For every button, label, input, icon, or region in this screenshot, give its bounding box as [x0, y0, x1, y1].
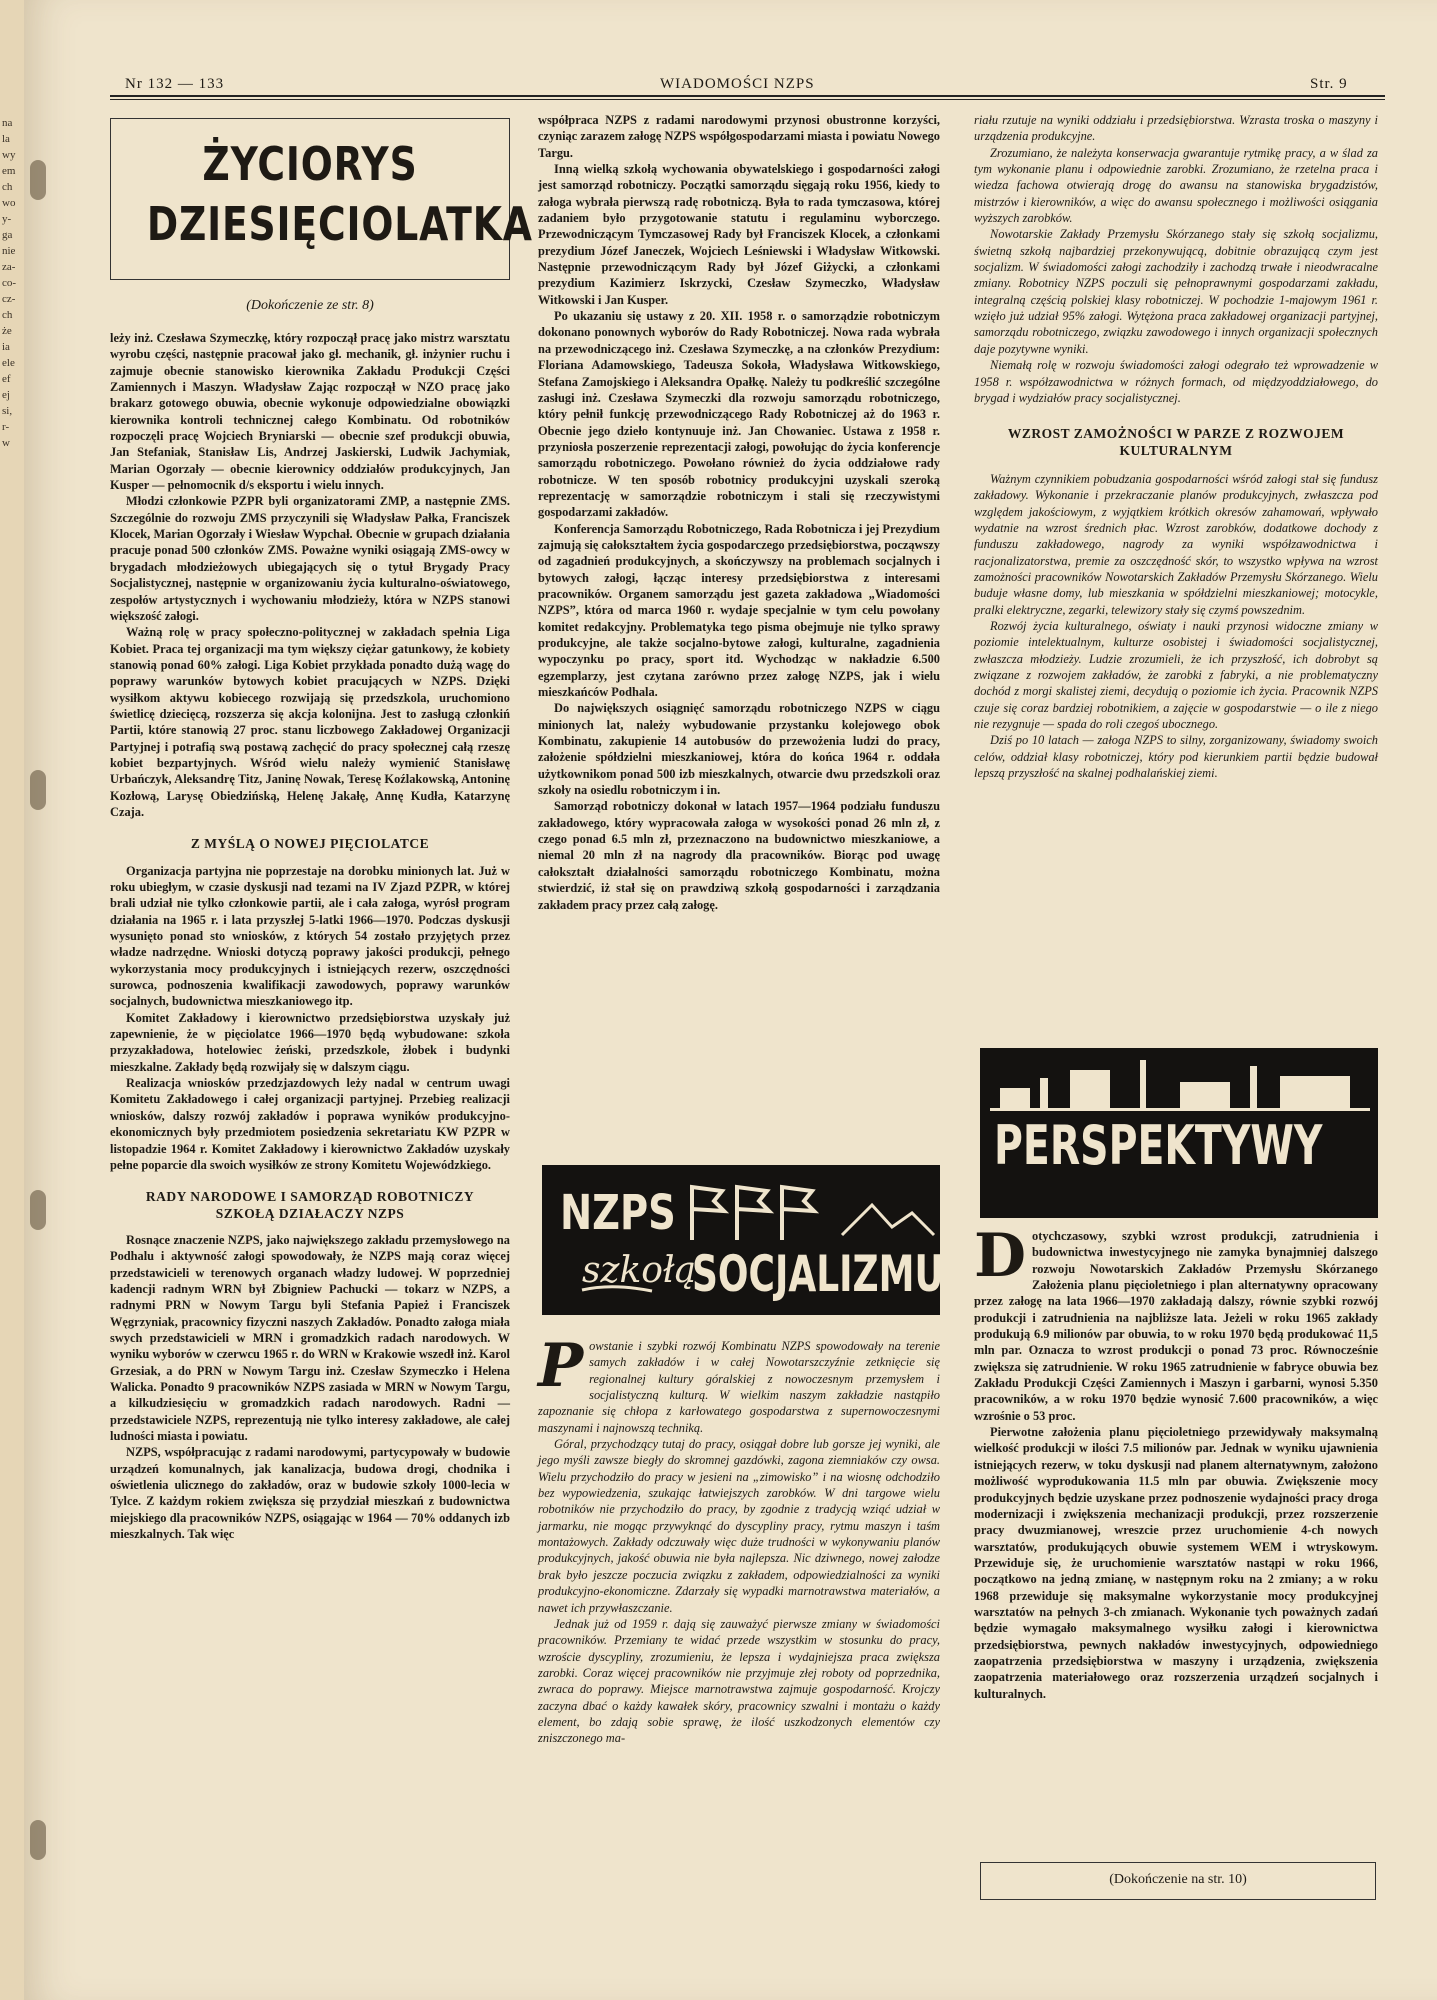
column-3-lower: [974, 1221, 1378, 1702]
paragraph: Góral, przychodzący tutaj do pracy, osiągał dobre lub gorsze jej wyniki, ale jego myśli zawsze biegły do skromnej gazdówki, zagona ziemniaków czy owsa. Wielu przychodziło do pracy w jesieni na „zimowisko” i na wiosnę odchodziło bez wypowiedzenia, szukając łatwiejszych zarobków. W dni targowe wielu robotników nie przychodziło do pracy, by zgodnie z tradycją wziąć udział w jarmarku, nie mogąc przywyknąć do dyscypliny pracy, rytmu maszyn i taśm montażowych. Zakłady odczuwały więc duże trudności w wykonywaniu planów produkcyjnych, jakość obuwia nie była najlepsza. Nic dziwnego, nowej załodze brak było jeszcze poczucia związku z zakładem, odpowiedzialności za wyniki produkcyjno-ekonomiczne. Zdarzały się wypadki marnotrawstwa materiałów, a nawet ich przywłaszczanie.: [538, 1437, 940, 1615]
margin-fragment: nie: [2, 245, 16, 257]
paragraph: Zrozumiano, że należyta konserwacja gwarantuje rytmikę pracy, a w ślad za tym wykonanie planu i odpowiednie zarobki. Zrozumiano, że rzetelna praca i wiedza fachowa otwierają drogę do awansu na stanowiska brygadzistów, mistrzów i kierowników, a więc do awansu społecznego i możliwości osiągania wyższych zarobków.: [974, 145, 1378, 226]
margin-fragment: na: [2, 117, 13, 129]
paragraph: [974, 1221, 1378, 1424]
article-title-line1: ŻYCIORYS: [202, 137, 418, 191]
paragraph: [538, 1331, 940, 1436]
paragraph: Dziś po 10 latach — załoga NZPS to silny, zorganizowany, świadomy swoich celów, oddział klasy robotniczej, który pod kierunkiem partii będzie budował lepszą przyszłość na skalnej podhalańskiej ziemi.: [974, 733, 1378, 781]
margin-fragment: si,: [2, 405, 13, 417]
margin-fragment: ga: [2, 229, 13, 241]
paragraph: Po ukazaniu się ustawy z 20. XII. 1958 r. o samorządzie robotniczym dokonano ponownych wyborów do Rady Robotniczej. Nowa rada wybrała na przewodniczącego inż. Czesława Szymeczkę, a na członków Prezydium: Floriana Adamowskiego, Tadeusza Sokoła, Władysława Witkowskiego, Stefana Zamojskiego i Aleksandra Opałkę. Należy tu podkreślić szczególne zasługi inż. Czesława Szymeczki dla rozwoju samorządu robotniczego, który pełnił funkcję przewodniczącego Rady Robotniczej aż do 1963 r. Obecnie jego dzieło kontynuuje inż. Jan Chowaniec. Ustawa z 1958 r. przyniosła poszerzenie reprezentacji załogi, powołując do życia konferencje samorządu robotniczego. Powołano również do życia oddziałowe rady robotnicze. W ten sposób robotnicy produkcyjni uzyskali szeroką reprezentację w samorządzie robotniczym i stali się rzeczywistymi gospodarzami zakładów.: [538, 309, 940, 520]
margin-fragment: r-: [2, 421, 10, 433]
header-rule: [110, 99, 1385, 100]
paragraph: Inną wielką szkołą wychowania obywatelskiego i gospodarności załogi jest samorząd robotniczy. Początki samorządu sięgają roku 1956, kiedy to załoga wybrała pierwszą radę robotniczą. Była to rada tymczasowa, której zadaniem było przygotowanie statutu i regulaminu wyborczego. Przewodniczącym Tymczasowej Rady był Franciszek Klocek, a członkami prezydium Józef Janeczek, Wojciech Leśniewski i Władysław Witkowski. Następnie przewodniczącym Rady był Józef Giżycki, a członkami prezydium Kazimierz Iskrzycki, Czesław Szymeczko, Władysław Witkowski i Jan Kusper.: [538, 162, 940, 307]
margin-fragment: ch: [2, 309, 13, 321]
drop-cap: D: [974, 1221, 1027, 1291]
margin-fragment: ch: [2, 181, 13, 193]
section-heading: WZROST ZAMOŻNOŚCI W PARZE Z ROZWOJEM KULTURALNYM: [1007, 426, 1345, 458]
section-heading: Z MYŚLĄ O NOWEJ PIĘCIOLATCE: [190, 836, 430, 852]
binding-hole: [30, 1820, 46, 1860]
left-margin-fragments: [0, 115, 24, 451]
column-1: [110, 330, 510, 1542]
paragraph: Komitet Zakładowy i kierownictwo przedsiębiorstwa uzyskały już zapewnienie, że w pięciolatce 1966—1970 będą wybudowane: szkoła przyzakładowa, hotelowiec żeński, przedszkole, żłobek i budynki mieszkalne. Zakłady będą rozwijały się w dalszym ciągu.: [110, 1010, 510, 1074]
perspectives-logo: [980, 1048, 1378, 1218]
nzps-socialism-logo: [542, 1165, 944, 1315]
margin-fragment: wy: [2, 149, 16, 161]
margin-fragment: ej: [2, 389, 10, 401]
margin-fragment: em: [2, 165, 16, 177]
article-title-box: [110, 118, 533, 280]
drop-cap: P: [538, 1331, 584, 1401]
column-2: [538, 112, 940, 913]
header-rule: [110, 95, 1385, 97]
paragraph: NZPS, współpracując z radami narodowymi, partycypowały w budowie urządzeń komunalnych, jak kanalizacja, budowa drogi, chodnika i oświetlenia ulicznego do zakładów, oraz w budowie szkoły 1000-lecia w Tylce. Z każdym rokiem zwiększa się przydział mieszkań z budownictwa miejskiego dla pracowników NZPS, osiągając w 1964 — 70% oddanych izb mieszkalnych. Tak więc: [110, 1445, 510, 1542]
margin-fragment: za-: [2, 261, 16, 273]
margin-fragment: ef: [2, 373, 11, 385]
margin-fragment: wo: [2, 197, 16, 209]
issue-number: Nr 132 — 133: [125, 76, 225, 92]
continued-to: (Dokończenie na str. 10): [1109, 1872, 1247, 1887]
paragraph-text: owstanie i szybki rozwój Kombinatu NZPS spowodowały na terenie samych zakładów i w całej Nowotarszczyźnie zetknięcie się regionalnej kultury góralskiej z nowoczesnym przemysłem i socjalistyczną kulturą. W wielkim naszym zakładzie nastąpiło zapoznanie się chłopa z karłowatego gospodarstwa z supernowoczesnymi maszynami i najnowszą techniką.: [538, 1339, 940, 1435]
paragraph: Niemałą rolę w rozwoju świadomości załogi odegrało też wprowadzenie w 1958 r. współzawodnictwa w różnych formach, od międzyoddziałowego, do brygad i wydziałów pracy socjalistycznej.: [974, 358, 1378, 405]
column-2-lower: [538, 1331, 940, 1747]
paragraph: Rosnące znaczenie NZPS, jako największego zakładu przemysłowego na Podhalu i aktywność załogi spowodowały, że NZPS mają coraz więcej przedstawicieli w terenowych organach władzy ludowej. W poprzedniej kadencji radnym WRN był Zbigniew Pachucki — tokarz w NZPS, a radnymi PRN w Nowym Targu byli Stefania Papież i Franciszek Węgrzyniak, pracownicy fizyczni naszych Zakładów. Ponadto załoga miała swych przedstawicieli w MRN i gromadzkich radach narodowych. W wyniku wyborów w czerwcu 1965 r. do WRN w Krakowie wszedł inż. Karol Grzesiak, a do PRN w Nowym Targu inż. Czesław Szymeczko i Helena Walicka. Ponadto 9 pracowników NZPS zasiada w MRN w Nowym Targu, a kilkudziesięciu w gromadzkich radach narodowych. Radni — przedstawiciele NZPS, reprezentują nie tylko interesy zakładowe, ale całej ludności miasta i powiatu.: [110, 1232, 510, 1443]
paragraph: Do największych osiągnięć samorządu robotniczego NZPS w ciągu minionych lat, należy wybudowanie przystanku kolejowego obok Kombinatu, zakupienie 14 autobusów do przewożenia ludzi do pracy, założenie spółdzielni mieszkaniowej, która do końca 1964 r. oddała użytkownikom ponad 500 izb mieszkalnych, otwarcie dwu przedszkoli oraz szkoły na osiedlu robotniczym i in.: [538, 701, 940, 798]
paragraph: Ważną rolę w pracy społeczno-politycznej w zakładach spełnia Liga Kobiet. Praca tej organizacji ma tym większy ciężar gatunkowy, że kobiety stanowią ponad 60% załogi. Liga Kobiet przykłada ponadto dużą wagę do poprawy warunków bytowych kobiet pracujących w NZPS. Dzięki wysiłkom aktywu kobiecego rozwijają się przedszkola, uruchomiono świetlicę dziecięcą, rozszerza się akcja kolonijna. Jest to zasługą członkiń Partii, które stanowią 27 proc. stanu liczbowego Zakładowej Organizacji Partyjnej i potrafią swą postawą zachęcić do pracy społecznej całą rzeszę kobiet bezpartyjnych. Wśród wielu należy wymienić Stanisławę Urbańczyk, Aleksandrę Titz, Janinę Nowak, Teresę Koźlakowską, Antoninę Kozłową, Larysę Obiedzińską, Helenę Jakałę, Annę Kudła, Katarzynę Czaja.: [110, 625, 510, 819]
continued-to-box: [980, 1862, 1376, 1900]
logo-school-text: szkołą: [582, 1250, 697, 1291]
binding-hole: [30, 1190, 46, 1230]
section-heading: RADY NARODOWE I SAMORZĄD ROBOTNICZY SZKOŁĄ DZIAŁACZY NZPS: [145, 1189, 475, 1221]
paper-title: WIADOMOŚCI NZPS: [660, 76, 815, 92]
page-number: Str. 9: [1310, 76, 1348, 92]
paragraph: Konferencja Samorządu Robotniczego, Rada Robotnicza i jej Prezydium zajmują się całokształtem życia gospodarczego przedsiębiorstwa, począwszy od zagadnień produkcyjnych, a skończywszy na problemach socjalnych i bytowych załogi, łącząc interesy przedsiębiorstwa z interesami pracowników. Organem samorządu jest gazeta zakładowa „Wiadomości NZPS”, która od marca 1960 r. wydaje specjalnie w tym celu powołany komitet redakcyjny. Problematyka tego pisma obejmuje nie tylko sprawy produkcyjne, ale także socjalno-bytowe załogi, kulturalne, zagadnienia wypoczynku po pracy, sport itd. Wychodząc w nakładzie 6.500 egzemplarzy, jest czytana zarówno przez załogę NZPS, jak i wielu mieszkańców Podhala.: [538, 521, 940, 700]
margin-fragment: y-: [2, 213, 12, 225]
paragraph: riału rzutuje na wyniki oddziału i przedsiębiorstwa. Wzrasta troska o maszyny i urządzenia produkcyjne.: [974, 113, 1378, 144]
logo-nzps-text: NZPS: [560, 1185, 676, 1241]
margin-fragment: w: [2, 437, 10, 449]
binding-hole: [30, 770, 46, 810]
logo-perspectives-text: PERSPEKTYWY: [994, 1114, 1323, 1177]
margin-fragment: co-: [2, 277, 17, 289]
column-3: [974, 112, 1378, 781]
paragraph: Samorząd robotniczy dokonał w latach 1957—1964 podziału funduszu zakładowego, który wypracowała załoga w wysokości ponad 26 mln zł, z czego ponad 6.5 mln zł, przeznaczono na budownictwo mieszkaniowe, a niemal 20 mln zł na nagrody dla pracowników. Biorąc pod uwagę całokształt działalności samorządu robotniczego Kombinatu, można stwierdzić, iż stał się on prawdziwą szkołą gospodarności i zarządzania zakładem pracy przez całą załogę.: [538, 799, 940, 912]
binding-hole: [30, 160, 46, 200]
paragraph-text: otychczasowy, szybki wzrost produkcji, zatrudnienia i budownictwa inwestycyjnego nie zamyka bynajmniej dalszego rozwoju Nowotarskich Zakładów Przemysłu Skórzanego Założenia planu pięcioletniego i plan alternatywny opracowany przez załogę na lata 1966—1970 zakładają dalszy, równie szybki rozwój produkcji i zatrudnienia na najbliższe lata. Jeżeli w roku 1965 zakłady produkują 6.9 milionów par obuwia, to w roku 1970 będą produkować 11,5 mln par. Oznacza to wzrost produkcji o ponad 73 proc. Równocześnie zwiększa się zatrudnienie. W roku 1965 zatrudnienie w fabryce obuwia bez Zakładu Produkcji Części Zamiennych i Maszyn i garbarni, wynosi 5.350 pracowników, a w roku 1970 będzie wynosić 7.600 pracowników, a więc wzrośnie o 53 proc.: [974, 1229, 1378, 1423]
margin-fragment: że: [2, 325, 12, 337]
paragraph: Ważnym czynnikiem pobudzania gospodarności wśród załogi stał się fundusz zakładowy. Wykonanie i przekraczanie planów produkcyjnych, zwłaszcza pod względem jakościowym, z wyjątkiem krótkich okresów zahamowań, wpływało wydatnie na wzrost średnich płac. Wzrost zarobków, dodatkowe dochody z funduszu zakładowego, nagrody za wyniki współzawodnictwa i racjonalizatorstwa, premie za oszczędność skór, to wszystko wpływa na wzrost zamożności pracowników Nowotarskich Zakładów Przemysłu Skórzanego. Wielu buduje własne domy, lub mieszkania w spółdzielni mieszkaniowej; motocykle, pralki elektryczne, zegarki, telewizory stały się czymś powszednim.: [974, 471, 1378, 617]
margin-fragment: la: [2, 133, 10, 145]
paragraph: Pierwotne założenia planu pięcioletniego przewidywały maksymalną wielkość produkcji w ilości 7.5 milionów par. Jednak w wyniku ujawnienia istniejących rezerw, w toku dyskusji nad planem alternatywnym, założono możliwość wyprodukowania 11.5 mln par obuwia. Zwiększenie mocy produkcyjnych będzie uzyskane przez podnoszenie wydajności pracy droga modernizacji i zwiększenia mechanizacji produkcji, przez rozszerzenie pracy dwuzmianowej, wreszcie przez uruchomienie 4-ch nowych warsztatów, produkujących obuwie systemem WEM i wtryskowym. Przewiduje się, że uruchomienie warsztatów nastąpi w roku 1966, początkowo na jedną zmianę, w następnym roku na 2 zmiany; a w roku 1968 przewiduje się maksymalne wykorzystanie mocy produkcyjnej warsztatów na pełnych 3-ch zmianach. Wykonanie tych poważnych zadań będzie wymagało maksymalnego wysiłku załogi i kierownictwa przedsiębiorstwa, pewnych nakładów inwestycyjnych, odpowiedniego zaopatrzenia przedsiębiorstwa w maszyny i urządzenia, zwiększenia zaopatrzenia materiałowego oraz rozszerzenia urządzeń socjalnych i kulturalnych.: [974, 1425, 1378, 1701]
margin-fragment: ia: [2, 341, 10, 353]
paragraph: współpraca NZPS z radami narodowymi przynosi obustronne korzyści, czyniąc zarazem załogę NZPS współgospodarzami miasta i powiatu Nowego Targu.: [538, 113, 940, 160]
paragraph: Nowotarskie Zakłady Przemysłu Skórzanego stały się szkołą socjalizmu, świetną szkołą najbardziej przekonywującą, dobitnie obrazującą czym jest socjalizm. W świadomości załogi zachodziły i zachodzą trwałe i nieodwracalne zmiany. Robotnicy NZPS poczuli się pełnoprawnymi gospodarzami zakładu, integralną częścią polskiej klasy robotniczej. W pochodzie 1-majowym 1961 r. wzięło już udział 95% załogi. Wytężona praca zakładowej organizacji partyjnej, samorządu robotniczego, związku zawodowego i innych organizacji społecznych daje pozytywne wyniki.: [974, 227, 1378, 356]
margin-fragment: ele: [2, 357, 15, 369]
paragraph: Jednak już od 1959 r. dają się zauważyć pierwsze zmiany w świadomości pracowników. Przemiany te widać przede wszystkim w stosunku do pracy, wzroście dyscypliny, zrozumieniu, że lepsza i wydajniejsza praca zwiększa zarobki. Coraz więcej pracowników nie przyjmuje złej roboty od poprzednika, zwraca do poprawy. Miejsce marnotrawstwa zajmuje gospodarność. Krojczy zaczyna dbać o każdy kawałek skóry, pracownicy szwalni i montażu o każdy element, bo zdają sobie sprawę, że ilość uszkodzonych elementów czy zniszczonego ma-: [538, 1616, 940, 1746]
paragraph: Rozwój życia kulturalnego, oświaty i nauki przynosi widoczne zmiany w poziomie intelektualnym, kulturze osobistej i świadomości socjalistycznej, zwłaszcza młodzieży. Ludzie zrozumieli, że ich przyszłość, ich dobrobyt są związane z rozwojem zakładów, że zarobki z fabryki, a nie problematyczny dochód z morgi skalistej ziemi, decydują o poziomie ich życia. Pracownik NZPS czuje się coraz bardziej robotnikiem, a zajęcie w gospodarstwie — o ile z niego nie rezygnuje — spada do roli czegoś ubocznego.: [974, 618, 1378, 732]
margin-fragment: cz-: [2, 293, 16, 305]
paragraph: Realizacja wniosków przedzjazdowych leży nadal w centrum uwagi Komitetu Zakładowego i całej organizacji partyjnej. Przebieg realizacji wniosków, dalszy rozwój zakładów i poprawa wyników produkcyjno-ekonomicznych były przedmiotem posiedzenia sekretariatu KW PZPR w listopadzie 1964 r. Komitet Zakładowy i kierownictwo Zakładów uzyskały pełne poparcie dla swoich wysiłków ze strony Komitetu Wojewódzkiego.: [110, 1076, 510, 1172]
continued-from: (Dokończenie ze str. 8): [246, 298, 374, 313]
paragraph: Młodzi członkowie PZPR byli organizatorami ZMP, a następnie ZMS. Szczególnie do rozwoju ZMS przyczynili się Władysław Pałka, Franciszek Klocek, Marian Ogorzały i Wiesław Wypchał. Obecnie w grupach działania pracuje ponad 500 członków ZMS. Poważne wyniki osiągają ZMS-owcy w brygadach młodzieżowych ubiegających się o tytuł Brygady Pracy Socjalistycznej, następnie w organizowaniu życia kulturalno-oświatowego, zespołów artystycznych i wychowaniu młodzieży, która w NZPS stanowi większość załogi.: [110, 494, 510, 623]
paragraph: Organizacja partyjna nie poprzestaje na dorobku minionych lat. Już w roku ubiegłym, w czasie dyskusji nad tezami na IV Zjazd PZPR, w której brali udział nie tylko członkowie partii, ale i cała załoga, wyrósł program działania na 1965 r. i lata przyszłej 5-latki 1966—1970. Podczas dyskusji wysunięto ponad sto wniosków, z których 54 zostało przyjętych przez władze nadrzędne. Wnioski dotyczą poprawy jakości produkcji, pełnego wykorzystania mocy produkcyjnych i istniejących rezerw, oszczędności surowca, podnoszenia kwalifikacji zawodowych, poprawy warunków socjalnych, budownictwa mieszkaniowego itp.: [110, 863, 510, 1009]
logo-socialism-text: SOCJALIZMU: [692, 1245, 944, 1303]
paragraph: leży inż. Czesława Szymeczkę, który rozpoczął pracę jako mistrz warsztatu wyrobu części, następnie pracował jako gł. mechanik, gł. inżynier ruchu i zajmuje obecnie stanowisko kierownika Zakładu Produkcji Części Zamiennych i Maszyn. Władysław Zając rozpoczął w NZO pracę jako brakarz gotowego obuwia, obecnie wykonuje odpowiedzialne obowiązki kierownika kontroli technicznej całego Kombinatu. Od robotników rozpoczęli pracę Wojciech Bryniarski — obecnie szef produkcji obuwia, Jan Stefaniak, Stanisław Lis, Andrzej Jaskierski, Ludwik Jachymiak, Marian Ogorzały — obecnie kierownicy oddziałów produkcyjnych, Jan Kusper — pełnomocnik d/s eksportu i wielu innych.: [110, 331, 510, 493]
article-title-line2: DZIESIĘCIOLATKA: [146, 197, 533, 251]
